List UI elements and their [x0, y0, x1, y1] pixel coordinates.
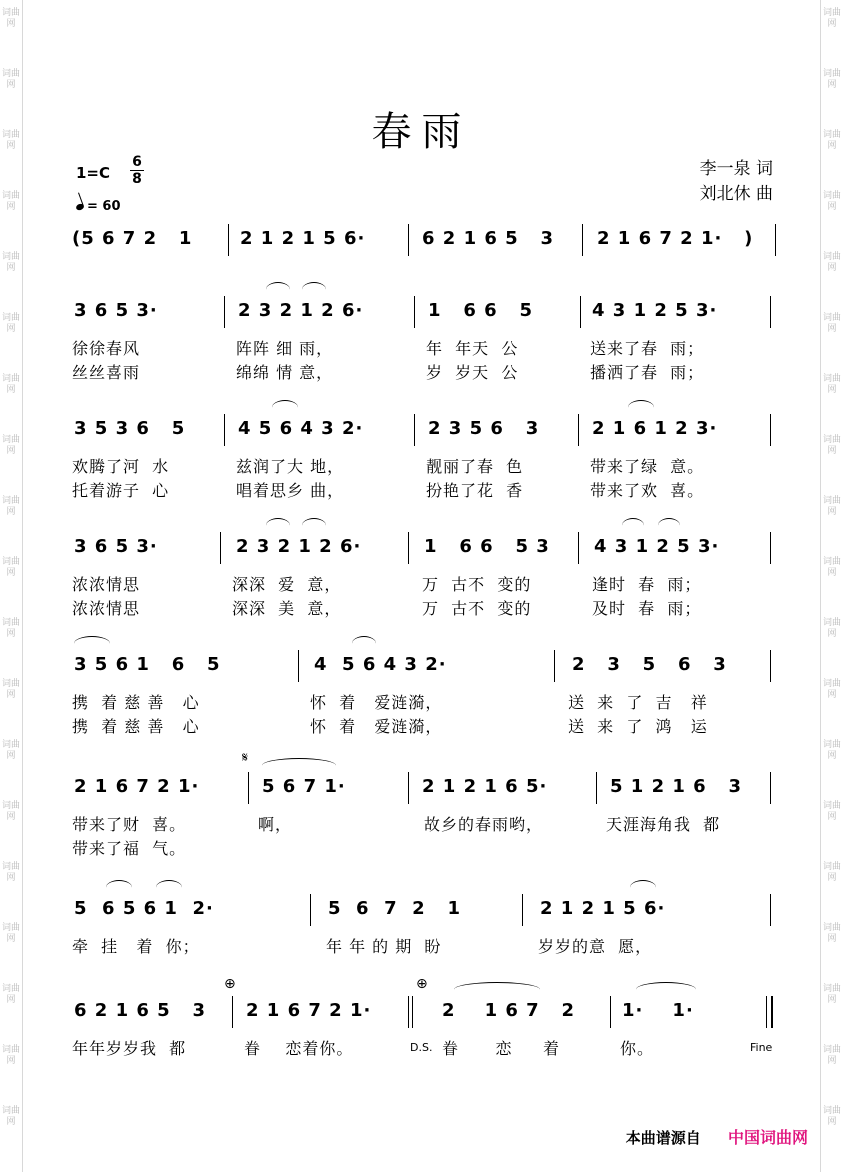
lyric: 扮艳了花 香 — [426, 481, 524, 500]
measure: 1 6 6 5 — [428, 300, 533, 321]
measure: 5 1 2 1 6 3 — [610, 776, 743, 797]
lyric: 带来了欢 喜。 — [590, 481, 705, 500]
lyric: 万 古不 变的 — [422, 599, 532, 618]
lyric: 及时 春 雨； — [592, 599, 702, 618]
lyric: 携 着 慈 善 心 — [72, 717, 200, 736]
lyric: 岁岁的意 愿， — [538, 937, 653, 956]
measure: 2 3 5 6 3 — [428, 418, 540, 439]
lyric: 年年岁岁我 都 — [72, 1039, 187, 1058]
lyric: 浓浓情思 — [72, 575, 141, 594]
lyric: 丝丝喜雨 — [72, 363, 141, 382]
watermark-text: 词曲网 — [2, 496, 21, 517]
source-footer — [626, 1125, 808, 1148]
measure: 5 6 7 2 1 — [328, 898, 462, 919]
lyric: 年 年天 公 — [426, 339, 519, 358]
lyric: 怀 着 爱涟漪， — [310, 717, 443, 736]
lyric: 年 年 的 期 盼 — [326, 937, 442, 956]
lyric: 靓丽了春 色 — [426, 457, 524, 476]
watermark-text: 词曲网 — [823, 862, 842, 883]
song-title: 春雨 — [371, 109, 472, 155]
measure: 1 6 6 5 3 — [424, 536, 550, 557]
measure: 4 3 1 2 5 3· — [592, 300, 718, 321]
watermark-text: 词曲网 — [2, 862, 21, 883]
watermark-text: 词曲网 — [823, 69, 842, 90]
tempo-marking — [76, 199, 121, 214]
lyric: 岁 岁天 公 — [426, 363, 519, 382]
lyric: 深深 美 意， — [232, 599, 342, 618]
measure: 2 1 6 7 2 — [442, 1000, 576, 1021]
lyric: 绵绵 情 意， — [236, 363, 334, 382]
lyric: 你。 — [620, 1039, 655, 1058]
measure: 6 2 1 6 5 3 — [422, 228, 555, 249]
measure: 2 3 2 1 2 6· — [238, 300, 364, 321]
fine-label: Fine — [750, 1041, 773, 1054]
watermark-text: 词曲网 — [823, 740, 842, 761]
measure: 3 6 5 3· — [74, 536, 158, 557]
tempo-value: = 60 — [87, 199, 121, 214]
measure: 2 3 5 6 3 — [572, 654, 727, 675]
watermark-text: 词曲网 — [2, 923, 21, 944]
watermark-text: 词曲网 — [2, 557, 21, 578]
lyric: 送 来 了 鸿 运 — [568, 717, 708, 736]
lyric: 牵 挂 着 你； — [72, 937, 200, 956]
measure: 4 5 6 4 3 2· — [314, 654, 447, 675]
lyric: 怀 着 爱涟漪， — [310, 693, 443, 712]
watermark-text: 词曲网 — [2, 679, 21, 700]
lyric: 送来了春 雨； — [590, 339, 705, 358]
lyric: 带来了绿 意。 — [590, 457, 705, 476]
lyric: 啊， — [258, 815, 293, 834]
lyric: 携 着 慈 善 心 — [72, 693, 200, 712]
watermark-text: 词曲网 — [823, 252, 842, 273]
watermark-text: 词曲网 — [2, 313, 21, 334]
dal-segno-label: D.S. — [410, 1041, 433, 1054]
measure: 2 1 6 7 2 1· — [74, 776, 200, 797]
measure: 2 1 6 7 2 1· ) — [597, 228, 754, 249]
lyric: 带来了福 气。 — [72, 839, 187, 858]
measure: 2 1 6 7 2 1· — [246, 1000, 372, 1021]
key-signature: 1=C — [76, 164, 111, 182]
measure: 1· 1· — [622, 1000, 694, 1021]
watermark-text: 词曲网 — [823, 374, 842, 395]
watermark-text: 词曲网 — [823, 1106, 842, 1127]
watermark-text: 词曲网 — [823, 618, 842, 639]
watermark-text: 词曲网 — [823, 8, 842, 29]
time-signature-top: 6 — [132, 154, 142, 170]
watermark-text: 词曲网 — [823, 801, 842, 822]
coda-icon: ⊕ — [224, 976, 236, 992]
coda-icon: ⊕ — [416, 976, 428, 992]
measure: 3 6 5 3· — [74, 300, 158, 321]
lyric: 托着游子 心 — [72, 481, 170, 500]
lyric: 徐徐春风 — [72, 339, 141, 358]
watermark-text: 词曲网 — [823, 557, 842, 578]
watermark-text: 词曲网 — [2, 130, 21, 151]
segno-icon: 𝄋 — [242, 750, 249, 766]
composer-credit: 刘北休 曲 — [699, 184, 773, 204]
watermark-text: 词曲网 — [2, 1045, 21, 1066]
measure: 2 1 2 1 5 6· — [240, 228, 366, 249]
watermark-text: 词曲网 — [823, 1045, 842, 1066]
watermark-text: 词曲网 — [2, 984, 21, 1005]
watermark-text: 词曲网 — [2, 8, 21, 29]
source-site-link[interactable]: 中国词曲网 — [727, 1128, 808, 1147]
watermark-text: 词曲网 — [823, 313, 842, 334]
lyric: 带来了财 喜。 — [72, 815, 187, 834]
measure: 2 1 2 1 5 6· — [540, 898, 666, 919]
watermark-text: 词曲网 — [2, 374, 21, 395]
watermark-text: 词曲网 — [2, 618, 21, 639]
watermark-text: 词曲网 — [823, 435, 842, 456]
watermark-text: 词曲网 — [2, 252, 21, 273]
watermark-text: 词曲网 — [2, 1106, 21, 1127]
lyric: 兹润了大 地， — [236, 457, 345, 476]
watermark-text: 词曲网 — [823, 984, 842, 1005]
measure: 4 3 1 2 5 3· — [594, 536, 720, 557]
lyricist-credit: 李一泉 词 — [699, 159, 773, 179]
watermark-text: 词曲网 — [2, 801, 21, 822]
time-signature — [130, 154, 144, 187]
lyric: 唱着思乡 曲， — [236, 481, 345, 500]
right-watermark-strip — [820, 0, 843, 1172]
lyric: 眷 恋着你。 — [244, 1039, 354, 1058]
lyric: 浓浓情思 — [72, 599, 141, 618]
watermark-text: 词曲网 — [823, 496, 842, 517]
measure: 2 1 6 1 2 3· — [592, 418, 718, 439]
watermark-text: 词曲网 — [2, 191, 21, 212]
lyric: 万 古不 变的 — [422, 575, 532, 594]
watermark-text: 词曲网 — [2, 69, 21, 90]
watermark-text: 词曲网 — [823, 923, 842, 944]
left-watermark-strip — [0, 0, 23, 1172]
lyric: 深深 爱 意， — [232, 575, 342, 594]
measure: 5 6 7 1· — [262, 776, 346, 797]
watermark-text: 词曲网 — [823, 130, 842, 151]
measure: 2 1 2 1 6 5· — [422, 776, 548, 797]
watermark-text: 词曲网 — [823, 679, 842, 700]
time-signature-bottom: 8 — [132, 171, 142, 187]
measure: 3 5 3 6 5 — [74, 418, 186, 439]
credits — [700, 157, 773, 207]
measure: 2 3 2 1 2 6· — [236, 536, 362, 557]
measure: 5 6 5 6 1 2· — [74, 898, 214, 919]
lyric: 天涯海角我 都 — [606, 815, 721, 834]
source-label: 本曲谱源自 — [625, 1129, 701, 1147]
measure: 3 5 6 1 6 5 — [74, 654, 221, 675]
lyric: 播洒了春 雨； — [590, 363, 705, 382]
lyric: 阵阵 细 雨， — [236, 339, 334, 358]
lyric: 逢时 春 雨； — [592, 575, 702, 594]
measure: (5 6 7 2 1 — [72, 228, 193, 249]
watermark-text: 词曲网 — [2, 740, 21, 761]
quarter-note-icon — [75, 203, 85, 211]
watermark-text: 词曲网 — [2, 435, 21, 456]
lyric: 欢腾了河 水 — [72, 457, 170, 476]
lyric: 眷 恋 着 — [442, 1039, 560, 1058]
watermark-text: 词曲网 — [823, 191, 842, 212]
measure: 4 5 6 4 3 2· — [238, 418, 364, 439]
lyric: 送 来 了 吉 祥 — [568, 693, 708, 712]
measure: 6 2 1 6 5 3 — [74, 1000, 207, 1021]
lyric: 故乡的春雨哟， — [424, 815, 544, 834]
